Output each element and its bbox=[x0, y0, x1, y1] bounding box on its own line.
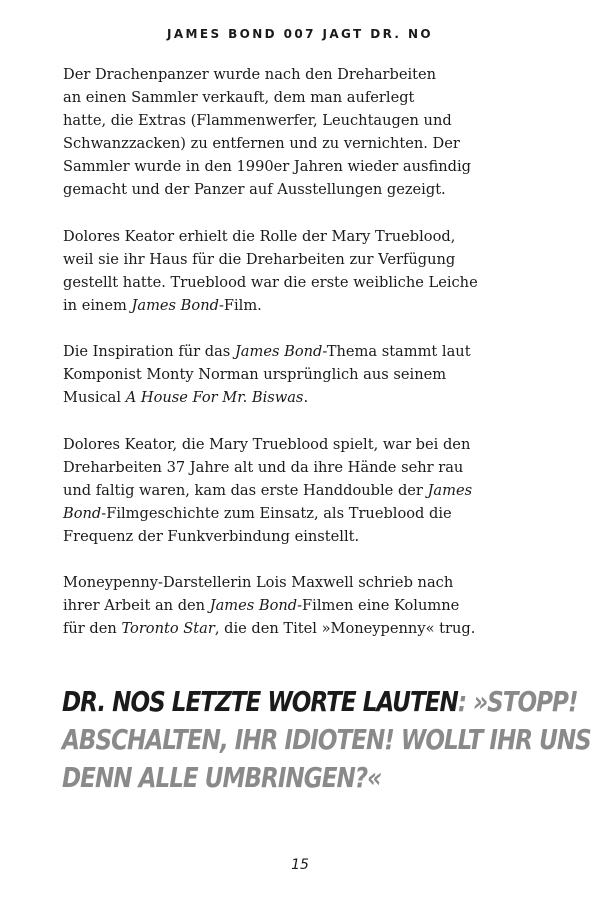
paragraph bbox=[63, 433, 543, 548]
pull-quote-line bbox=[62, 683, 578, 721]
text-line bbox=[63, 363, 543, 386]
text-line bbox=[63, 109, 543, 132]
text-line bbox=[63, 525, 543, 548]
text-run: -Film. bbox=[218, 296, 262, 314]
text-run: -Filmgeschichte zum Einsatz, als Trueblood die bbox=[101, 504, 452, 522]
text-line bbox=[63, 594, 543, 617]
text-line bbox=[63, 433, 543, 456]
text-run: Die Inspiration für das bbox=[63, 343, 235, 361]
text-line bbox=[63, 271, 543, 294]
text-line bbox=[63, 502, 543, 525]
paragraph bbox=[63, 63, 543, 202]
running-head: JAMES BOND 007 JAGT DR. NO bbox=[166, 27, 434, 41]
text-line bbox=[63, 155, 543, 178]
text-run: weil sie ihr Haus für die Dreharbeiten zur Verfügung bbox=[63, 250, 456, 268]
italic-title: James Bond bbox=[209, 597, 298, 615]
italic-title: Toronto Star bbox=[121, 620, 215, 638]
pull-quote-quote: ABSCHALTEN, IHR IDIOTEN! WOLLT IHR UNS bbox=[62, 724, 591, 756]
text-run: Dreharbeiten 37 Jahre alt und da ihre Hände sehr rau bbox=[63, 458, 464, 476]
text-run: Frequenz der Funkverbindung einstellt. bbox=[63, 527, 360, 545]
text-line bbox=[63, 571, 543, 594]
italic-title: A House For Mr. Biswas bbox=[125, 389, 304, 407]
pull-quote-line bbox=[62, 721, 591, 759]
italic-title: James Bond bbox=[234, 343, 323, 361]
text-line bbox=[63, 225, 543, 248]
text-run: -Filmen eine Kolumne bbox=[297, 597, 460, 615]
text-run: für den bbox=[63, 620, 122, 638]
text-run: Dolores Keator, die Mary Trueblood spielt, war bei den bbox=[63, 435, 471, 453]
pull-quote-line bbox=[62, 759, 482, 797]
text-run: Musical bbox=[63, 389, 126, 407]
paragraph bbox=[63, 340, 543, 409]
text-run: in einem bbox=[63, 296, 132, 314]
text-run: gemacht und der Panzer auf Ausstellungen gezeigt. bbox=[63, 181, 446, 199]
italic-title: Bond bbox=[63, 504, 102, 522]
italic-title: James Bond bbox=[131, 296, 219, 314]
text-run: . bbox=[303, 389, 309, 407]
text-run: Dolores Keator erhielt die Rolle der Mary Trueblood, bbox=[63, 227, 456, 245]
text-run: an einen Sammler verkauft, dem man auferlegt bbox=[63, 89, 415, 107]
text-run: ihrer Arbeit an den bbox=[63, 597, 210, 615]
text-run: Schwanzzacken) zu entfernen und zu vernichten. Der bbox=[63, 135, 460, 153]
text-line bbox=[63, 386, 543, 409]
text-run: -Thema stammt laut bbox=[322, 343, 471, 361]
paragraph bbox=[63, 571, 543, 640]
text-run: , die den Titel »Moneypenny« trug. bbox=[214, 620, 476, 638]
text-run: Der Drachenpanzer wurde nach den Dreharbeiten bbox=[63, 66, 437, 83]
text-run: und faltig waren, kam das erste Handdouble der bbox=[63, 481, 428, 499]
body-text bbox=[63, 63, 543, 663]
text-run: Sammler wurde in den 1990er Jahren wieder ausfindig bbox=[63, 158, 471, 176]
pull-quote-lead: DR. NOS LETZTE WORTE LAUTEN bbox=[62, 686, 458, 718]
paragraph bbox=[63, 225, 543, 317]
text-run: gestellt hatte. Trueblood war die erste weibliche Leiche bbox=[63, 273, 478, 291]
text-run: hatte, die Extras (Flammenwerfer, Leuchtaugen und bbox=[63, 112, 452, 130]
text-line bbox=[63, 340, 543, 363]
text-line bbox=[63, 456, 543, 479]
pull-quote-quote: DENN ALLE UMBRINGEN?« bbox=[62, 762, 382, 794]
text-line bbox=[63, 294, 543, 317]
text-line bbox=[63, 479, 543, 502]
text-line bbox=[63, 132, 543, 155]
pull-quote-quote: : »STOPP! bbox=[457, 686, 578, 718]
text-line bbox=[63, 178, 543, 201]
text-line bbox=[63, 617, 543, 640]
italic-title: James bbox=[427, 481, 473, 499]
text-run: Komponist Monty Norman ursprünglich aus seinem bbox=[63, 366, 447, 384]
text-line bbox=[63, 86, 543, 109]
text-line bbox=[63, 63, 543, 86]
pull-quote bbox=[62, 683, 591, 797]
text-line bbox=[63, 248, 543, 271]
page-number: 15 bbox=[291, 857, 309, 873]
text-run: Moneypenny-Darstellerin Lois Maxwell schrieb nach bbox=[63, 574, 454, 592]
